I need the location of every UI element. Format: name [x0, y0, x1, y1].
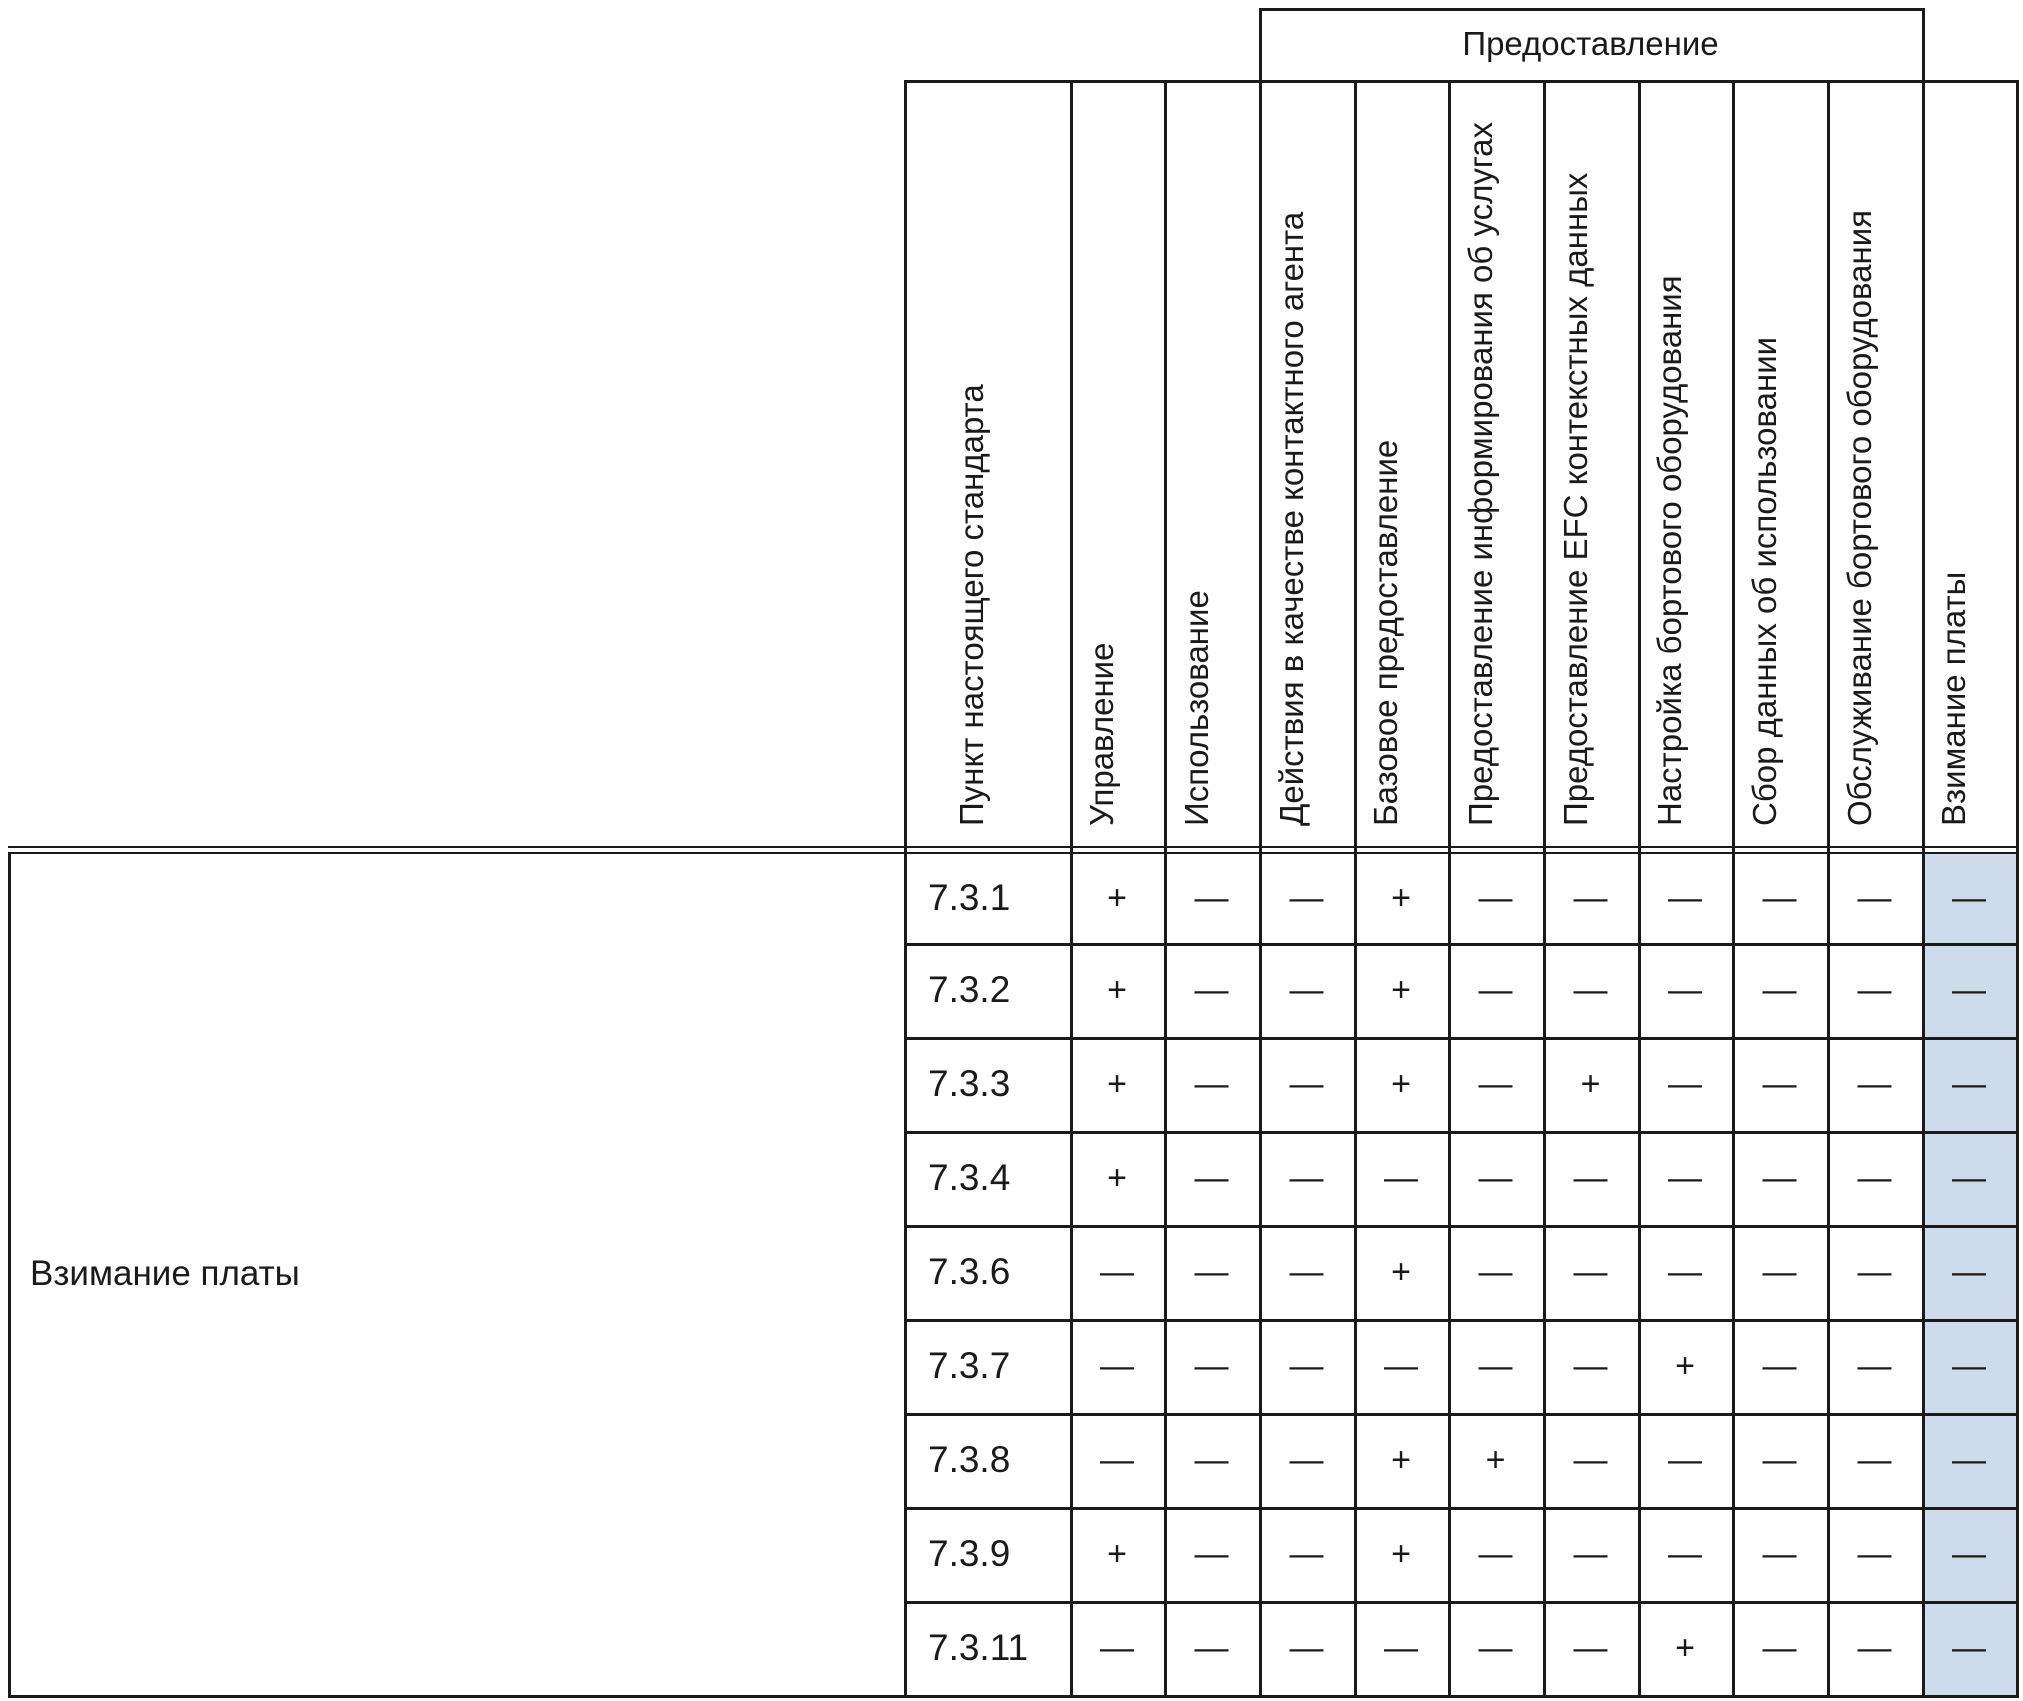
group-header-border — [1259, 8, 1262, 80]
dash-mark: — — [1384, 1629, 1418, 1667]
dash-mark: — — [1100, 1441, 1134, 1479]
dash-mark: — — [1857, 1065, 1892, 1103]
dash-mark: — — [1857, 1347, 1892, 1385]
plus-mark: + — [1675, 1347, 1695, 1385]
dash-mark: — — [1668, 1253, 1702, 1291]
dash-mark: — — [1762, 1159, 1797, 1197]
dash-mark: — — [1762, 1347, 1797, 1385]
dash-mark: — — [1478, 1535, 1513, 1573]
dash-mark: — — [1384, 1347, 1418, 1385]
dash-mark: — — [1668, 971, 1702, 1009]
plus-mark: + — [1675, 1629, 1695, 1667]
dash-mark: — — [1573, 1347, 1608, 1385]
dash-mark: — — [1952, 1159, 1986, 1197]
plus-mark: + — [1107, 1065, 1127, 1103]
dash-mark: — — [1478, 1629, 1513, 1667]
plus-mark: + — [1107, 878, 1127, 917]
plus-mark: + — [1391, 971, 1411, 1009]
dash-mark: — — [1289, 1629, 1324, 1667]
dash-mark: — — [1289, 1347, 1324, 1385]
column-header-label: Обслуживание бортового оборудования — [1840, 210, 1878, 826]
dash-mark: — — [1194, 1629, 1229, 1667]
row-divider — [8, 1695, 2019, 1698]
clause-cell: 7.3.1 — [928, 876, 1011, 918]
dash-mark: — — [1668, 1159, 1702, 1197]
dash-mark: — — [1668, 1441, 1702, 1479]
dash-mark: — — [1762, 1535, 1797, 1573]
clause-cell: 7.3.2 — [928, 969, 1011, 1010]
group-header-border — [1259, 8, 1925, 11]
clause-cell: 7.3.7 — [928, 1345, 1011, 1386]
column-header-label: Использование — [1177, 590, 1215, 826]
dash-mark: — — [1478, 971, 1513, 1009]
dash-mark: — — [1194, 1535, 1229, 1573]
plus-mark: + — [1107, 1535, 1127, 1573]
row-group-label: Взимание платы — [30, 1253, 300, 1293]
dash-mark: — — [1952, 1535, 1986, 1573]
clause-cell: 7.3.3 — [928, 1063, 1011, 1104]
column-header-label: Базовое предоставление — [1367, 439, 1404, 826]
column-header-label: Действия в качестве контактного агента — [1272, 211, 1310, 826]
plus-mark: + — [1107, 1159, 1127, 1197]
dash-mark: — — [1952, 1629, 1986, 1667]
dash-mark: — — [1478, 1065, 1513, 1103]
dash-mark: — — [1478, 1253, 1513, 1291]
dash-mark: — — [1573, 1535, 1608, 1573]
dash-mark: — — [1952, 971, 1986, 1009]
dash-mark: — — [1478, 1159, 1513, 1197]
column-header-label: Взимание платы — [1935, 571, 1972, 826]
dash-mark: — — [1100, 1347, 1134, 1385]
dash-mark: — — [1668, 1535, 1702, 1573]
clause-cell: 7.3.6 — [928, 1251, 1011, 1292]
column-header-label: Предоставление EFC контекстных данных — [1556, 172, 1594, 826]
dash-mark: — — [1289, 1441, 1324, 1479]
dash-mark: — — [1762, 1441, 1797, 1479]
dash-mark: — — [1952, 878, 1986, 917]
dash-mark: — — [1573, 878, 1608, 917]
plus-mark: + — [1391, 1535, 1411, 1573]
dash-mark: — — [1289, 1065, 1324, 1103]
dash-mark: — — [1289, 1159, 1324, 1197]
column-divider — [2016, 80, 2019, 1698]
dash-mark: — — [1668, 878, 1702, 917]
dash-mark: — — [1289, 1535, 1324, 1573]
plus-mark: + — [1580, 1065, 1601, 1103]
dash-mark: — — [1857, 1253, 1892, 1291]
dash-mark: — — [1194, 1253, 1229, 1291]
dash-mark: — — [1478, 1347, 1513, 1385]
dash-mark: — — [1573, 1441, 1608, 1479]
column-header-label: Управление — [1083, 642, 1120, 826]
plus-mark: + — [1391, 1441, 1411, 1479]
group-header-border — [1922, 8, 1925, 80]
header-double-rule — [8, 846, 2019, 848]
dash-mark: — — [1668, 1065, 1702, 1103]
dash-mark: — — [1857, 1629, 1892, 1667]
dash-mark: — — [1762, 1253, 1797, 1291]
dash-mark: — — [1100, 1629, 1134, 1667]
dash-mark: — — [1573, 1159, 1608, 1197]
dash-mark: — — [1289, 1253, 1324, 1291]
dash-mark: — — [1857, 1441, 1892, 1479]
column-header-label: Предоставление информирования об услугах — [1461, 122, 1499, 826]
plus-mark: + — [1391, 878, 1411, 917]
dash-mark: — — [1289, 878, 1324, 917]
dash-mark: — — [1762, 878, 1797, 917]
plus-mark: + — [1391, 1065, 1411, 1103]
dash-mark: — — [1194, 1347, 1229, 1385]
clause-cell: 7.3.8 — [928, 1439, 1011, 1480]
dash-mark: — — [1478, 878, 1513, 917]
dash-mark: — — [1194, 1159, 1229, 1197]
dash-mark: — — [1952, 1347, 1986, 1385]
dash-mark: — — [1194, 971, 1229, 1009]
dash-mark: — — [1857, 1535, 1892, 1573]
dash-mark: — — [1384, 1159, 1418, 1197]
dash-mark: — — [1289, 971, 1324, 1009]
column-header-label: Сбор данных об использовании — [1745, 336, 1783, 826]
dash-mark: — — [1194, 1441, 1229, 1479]
dash-mark: — — [1573, 971, 1608, 1009]
dash-mark: — — [1194, 878, 1229, 917]
clause-cell: 7.3.11 — [928, 1627, 1029, 1668]
dash-mark: — — [1857, 971, 1892, 1009]
dash-mark: — — [1194, 1065, 1229, 1103]
dash-mark: — — [1100, 1253, 1134, 1291]
plus-mark: + — [1485, 1441, 1506, 1479]
dash-mark: — — [1762, 1629, 1797, 1667]
dash-mark: — — [1952, 1441, 1986, 1479]
plus-mark: + — [1391, 1253, 1411, 1291]
dash-mark: — — [1857, 878, 1892, 917]
column-header-label: Пункт настоящего стандарта — [953, 384, 990, 826]
clause-cell: 7.3.4 — [928, 1157, 1011, 1198]
plus-mark: + — [1107, 971, 1127, 1009]
group-header: Предоставление — [1462, 25, 1719, 62]
dash-mark: — — [1762, 1065, 1797, 1103]
dash-mark: — — [1573, 1629, 1608, 1667]
table-left-border — [8, 852, 11, 1698]
dash-mark: — — [1952, 1065, 1986, 1103]
clause-cell: 7.3.9 — [928, 1533, 1011, 1574]
dash-mark: — — [1762, 971, 1797, 1009]
dash-mark: — — [1952, 1253, 1986, 1291]
dash-mark: — — [1573, 1253, 1608, 1291]
column-header-label: Настройка бортового оборудования — [1651, 275, 1688, 826]
dash-mark: — — [1857, 1159, 1892, 1197]
